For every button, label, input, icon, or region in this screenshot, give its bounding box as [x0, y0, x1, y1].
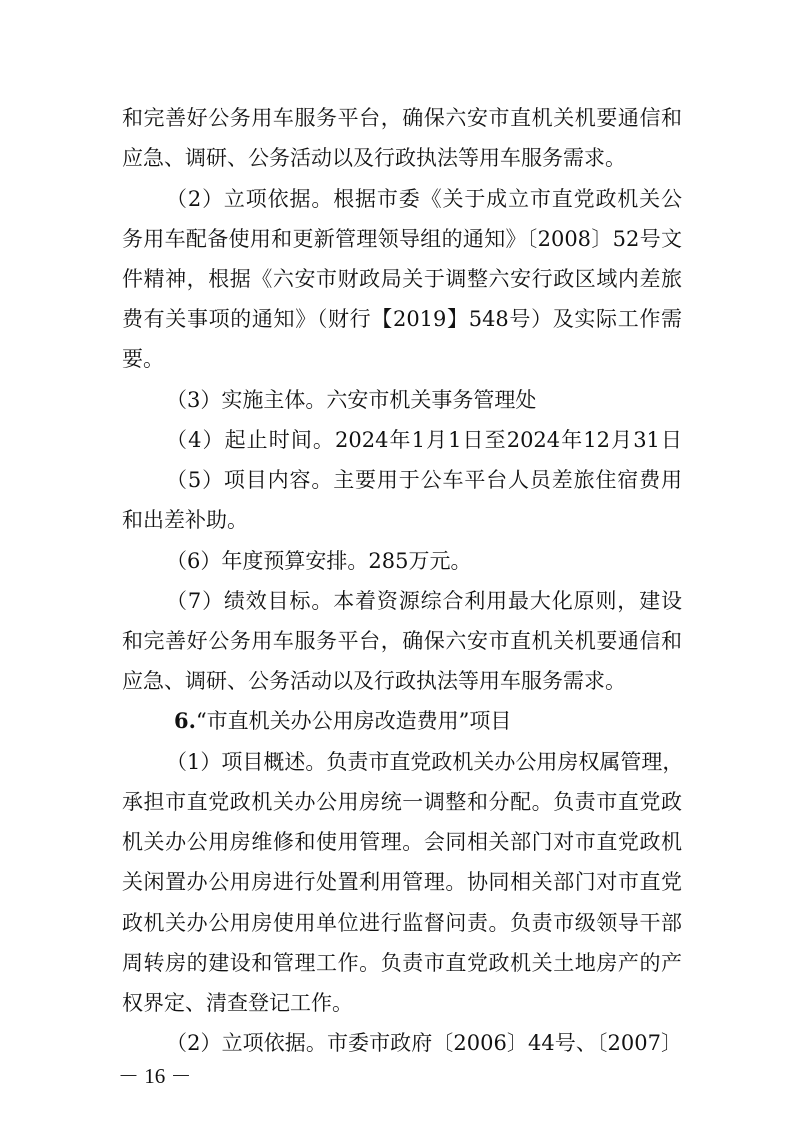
body-line: 政机关办公用房使用单位进行监督问责。负责市级领导干部	[122, 911, 682, 935]
body-line: 务用车配备使用和更新管理领导组的通知》〔2008〕52号文	[122, 227, 682, 251]
body-line: （3）实施主体。六安市机关事务管理处	[166, 388, 537, 412]
body-line: 应急、调研、公务活动以及行政执法等用车服务需求。	[122, 146, 626, 170]
body-line: （2）立项依据。市委市政府〔2006〕44号、〔2007〕	[166, 1031, 682, 1055]
section-heading-text: “市直机关办公用房改造费用”项目	[195, 709, 512, 733]
page-number: － 16 －	[118, 1064, 192, 1088]
body-line: 和完善好公务用车服务平台，确保六安市直机关机要通信和	[122, 629, 682, 653]
body-line: （4）起止时间。2024年1月1日至2024年12月31日	[166, 428, 682, 452]
body-line: 机关办公用房维修和使用管理。会同相关部门对市直党政机	[122, 830, 682, 854]
body-line: 件精神，根据《六安市财政局关于调整六安行政区域内差旅	[122, 267, 682, 291]
body-line: 应急、调研、公务活动以及行政执法等用车服务需求。	[122, 669, 626, 693]
body-line: 和完善好公务用车服务平台，确保六安市直机关机要通信和	[122, 106, 682, 130]
body-line: （7）绩效目标。本着资源综合利用最大化原则，建设	[166, 589, 682, 613]
body-line: 和出差补助。	[122, 508, 248, 532]
body-line: 费有关事项的通知》（财行【2019】548号）及实际工作需	[122, 307, 682, 331]
body-line: 周转房的建设和管理工作。负责市直党政机关土地房产的产	[122, 951, 682, 975]
section-heading-number: 6.	[174, 708, 196, 733]
body-line: 要。	[122, 347, 164, 371]
section-heading	[174, 707, 682, 735]
body-line: （6）年度预算安排。285万元。	[166, 549, 472, 573]
body-line: 承担市直党政机关办公用房统一调整和分配。负责市直党政	[122, 790, 682, 814]
body-line: （5）项目内容。主要用于公车平台人员差旅住宿费用	[166, 468, 682, 492]
body-line: 权界定、清查登记工作。	[122, 991, 353, 1015]
body-line: 关闲置办公用房进行处置利用管理。协同相关部门对市直党	[122, 870, 682, 894]
body-line: （1）项目概述。负责市直党政机关办公用房权属管理，	[166, 750, 684, 774]
body-line: （2）立项依据。根据市委《关于成立市直党政机关公	[166, 187, 682, 211]
